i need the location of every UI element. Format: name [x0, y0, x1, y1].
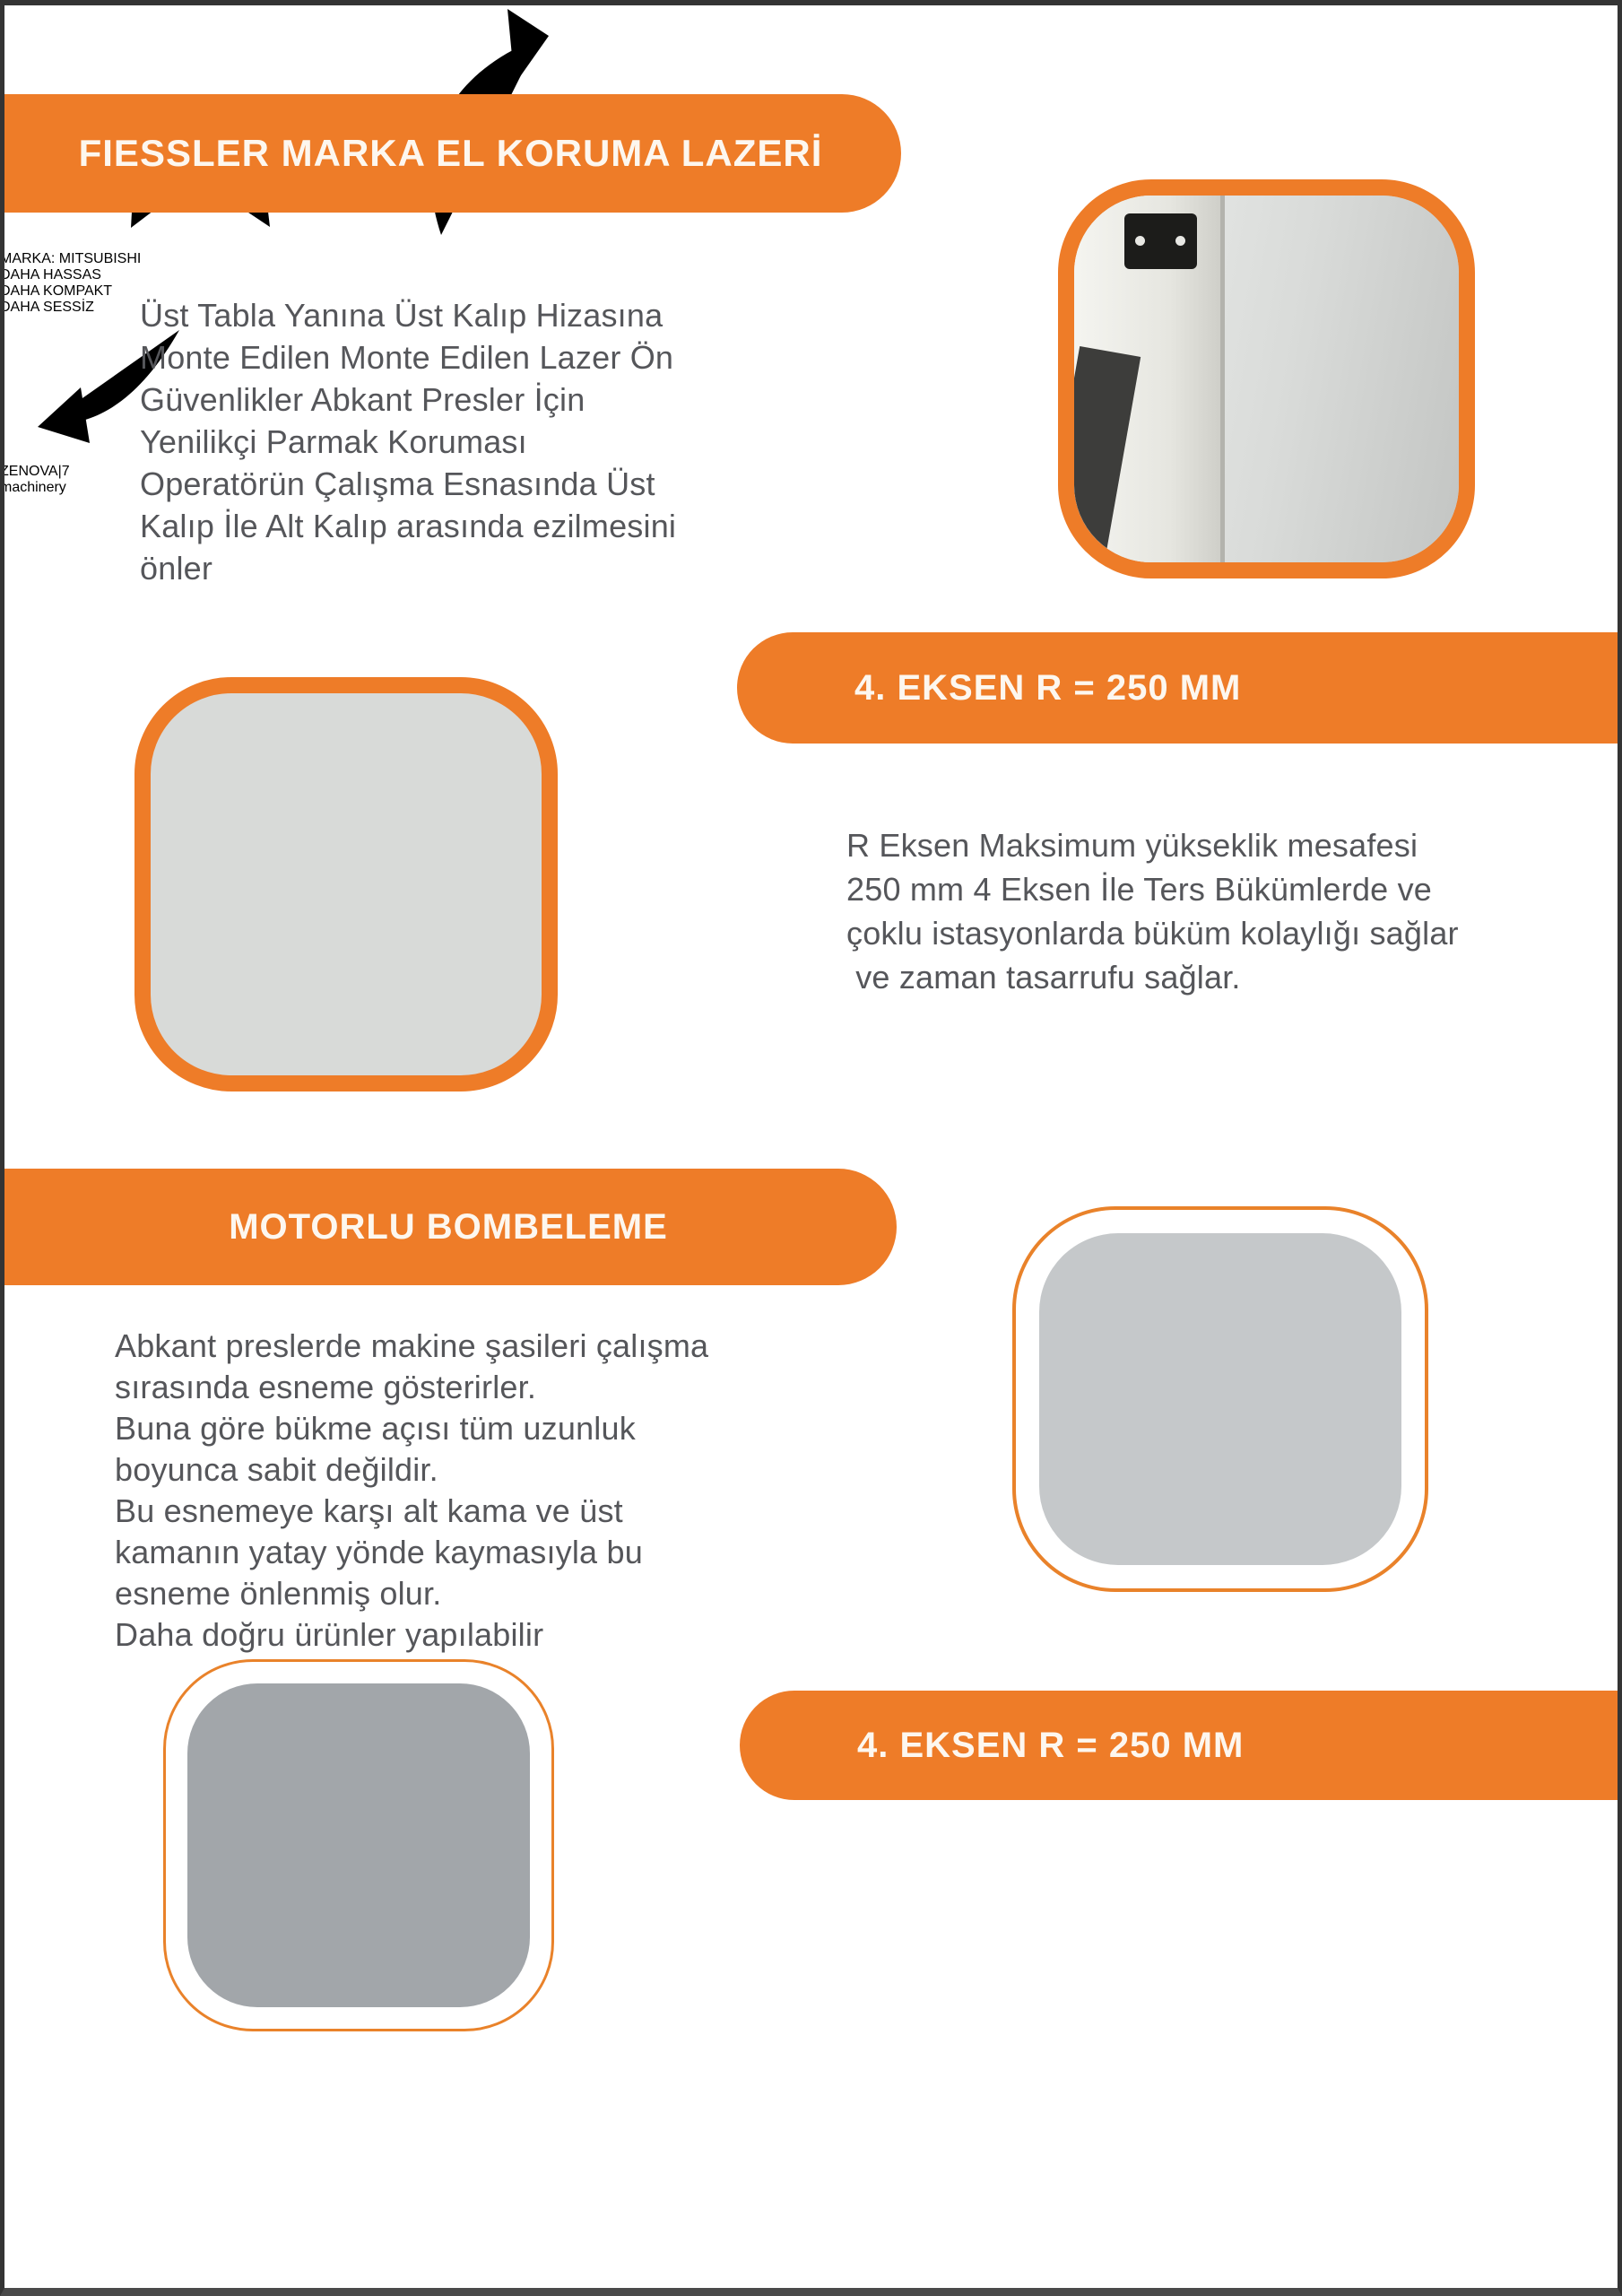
- text-line: Monte Edilen Monte Edilen Lazer Ön: [140, 339, 674, 376]
- text-line: ve zaman tasarrufu sağlar.: [846, 959, 1241, 996]
- text-line: 250 mm 4 Eksen İle Ters Bükümlerde ve: [846, 871, 1433, 908]
- ribbon-label: DAHA SESSİZ: [0, 300, 94, 315]
- text-line: R Eksen Maksimum yükseklik mesafesi: [846, 827, 1418, 864]
- crowning-motor-photo: [1012, 1206, 1428, 1592]
- r-axis-photo-scene: [151, 693, 542, 1075]
- r-axis-photo: [134, 677, 558, 1091]
- ribbon-label: DAHA KOMPAKT: [0, 283, 113, 299]
- section-title-motorlu: [0, 1169, 897, 1285]
- logo-brand-text: ZENOVA: [0, 464, 58, 479]
- section-title-fiessler-label: FIESSLER MARKA EL KORUMA LAZERİ: [78, 132, 823, 174]
- ribbon-label: DAHA HASSAS: [0, 267, 101, 283]
- section-title-eksen-bottom: [740, 1691, 1622, 1800]
- text-line: Abkant preslerde makine şasileri çalışma: [115, 1327, 709, 1364]
- text-line: Buna göre bükme açısı tüm uzunluk: [115, 1410, 636, 1447]
- text-line: Yenilikçi Parmak Koruması: [140, 423, 527, 460]
- logo-separator: |: [57, 464, 62, 479]
- section-title-motorlu-label: MOTORLU BOMBELEME: [229, 1206, 668, 1247]
- text-line: Kalıp İle Alt Kalıp arasında ezilmesini: [140, 508, 677, 544]
- logo-subtitle: machinery: [0, 480, 66, 495]
- text-line: sırasında esneme gösterirler.: [115, 1369, 537, 1405]
- mount-bracket: [1124, 213, 1198, 268]
- photo-detail: [1135, 236, 1145, 246]
- text-line: kamanın yatay yönde kaymasıyla bu: [115, 1534, 643, 1570]
- logo-number: 7: [61, 464, 70, 479]
- text-line: Bu esnemeye karşı alt kama ve üst: [115, 1492, 623, 1529]
- r-axis-description: [846, 823, 1459, 999]
- mitsubishi-motor-photo: [163, 1659, 554, 2031]
- text-line: Üst Tabla Yanına Üst Kalıp Hizasına: [140, 297, 664, 334]
- laser-guard-photo: [1058, 179, 1475, 578]
- section-title-eksen-top-label: 4. EKSEN R = 250 MM: [854, 667, 1242, 708]
- motorlu-description: [115, 1326, 708, 1656]
- fiessler-description: [140, 294, 676, 589]
- photo-caption: MARKA: MITSUBISHI: [0, 251, 142, 266]
- crowning-motor-photo-scene: [1039, 1233, 1401, 1565]
- text-line: önler: [140, 550, 213, 587]
- text-line: çoklu istasyonlarda büküm kolaylığı sağlar: [846, 915, 1459, 952]
- vertical-rail: [1271, 188, 1321, 364]
- laser-photo-scene: [1074, 196, 1459, 562]
- section-title-eksen-top: [737, 632, 1622, 744]
- mitsubishi-motor-photo-scene: [187, 1683, 530, 2007]
- text-line: Güvenlikler Abkant Presler İçin: [140, 381, 585, 418]
- text-line: boyunca sabit değildir.: [115, 1451, 438, 1488]
- photo-detail: [1175, 236, 1185, 246]
- text-line: esneme önlenmiş olur.: [115, 1575, 442, 1612]
- section-title-fiessler: [0, 94, 901, 213]
- section-title-eksen-bottom-label: 4. EKSEN R = 250 MM: [857, 1725, 1245, 1765]
- text-line: Operatörün Çalışma Esnasında Üst: [140, 465, 655, 502]
- text-line: Daha doğru ürünler yapılabilir: [115, 1616, 544, 1653]
